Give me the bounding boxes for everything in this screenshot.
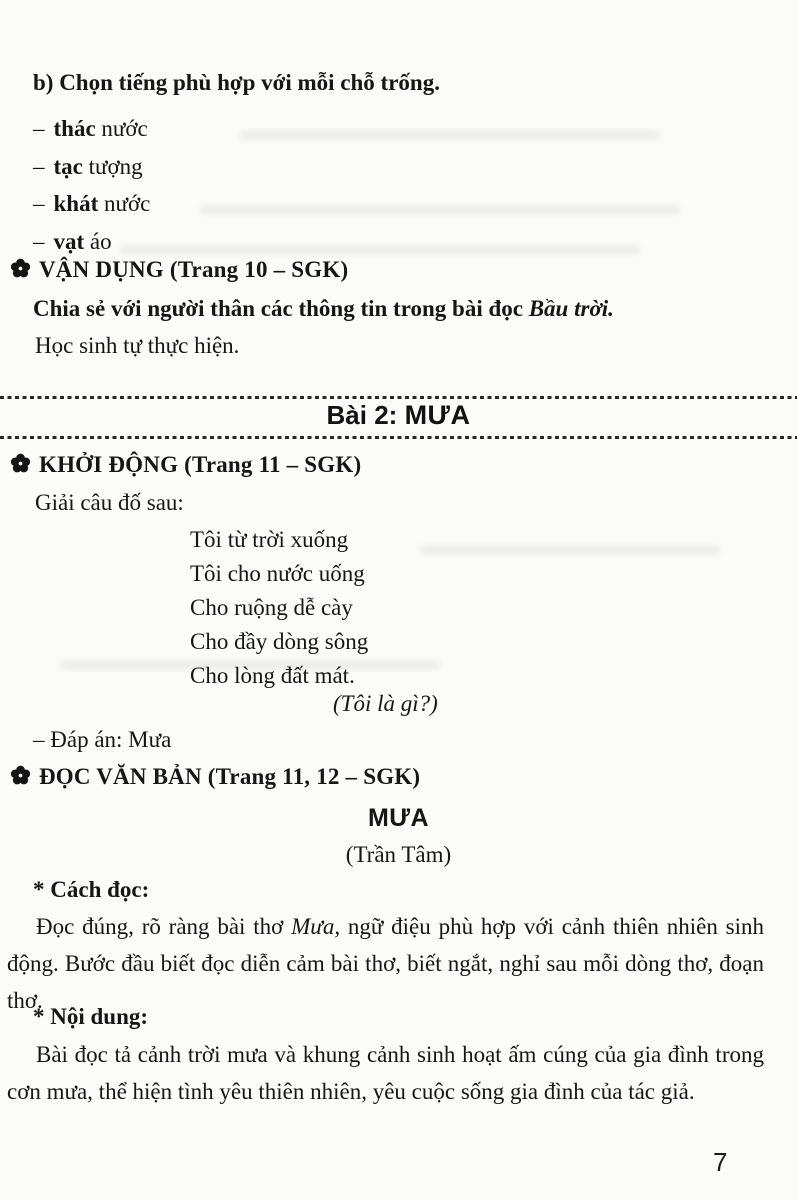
reading-author: (Trần Tâm) — [345, 842, 452, 867]
noi-dung-label: * Nội dung: — [33, 1004, 149, 1029]
van-dung-task — [33, 296, 614, 322]
van-dung-answer: Học sinh tự thực hiện. — [35, 333, 240, 358]
riddle-question: (Tôi là gì?) — [333, 691, 438, 716]
lesson-name: MƯA — [404, 400, 471, 430]
reading-title: MƯA — [367, 804, 430, 832]
list-dash: – — [33, 191, 45, 216]
poem-line: Cho đầy dòng sông — [190, 629, 369, 654]
pair-rest: nước — [98, 191, 151, 216]
lesson-number: Bài 2: — [326, 400, 405, 430]
section-heading-doc-van-ban — [10, 764, 420, 792]
flower-bullet-icon — [10, 765, 31, 792]
poem-line: Tôi từ trời xuống — [190, 527, 349, 552]
poem-line: Tôi cho nước uống — [190, 561, 365, 586]
pair-bold-word: vạt — [53, 228, 85, 254]
task-text: Chia sẻ với người thân các thông tin trong bài đọc — [33, 296, 529, 321]
page-number: 7 — [713, 1147, 728, 1177]
section-heading-label: ĐỌC VĂN BẢN (Trang 11, 12 – SGK) — [39, 764, 421, 789]
pair-bold-word: thác — [53, 116, 96, 141]
list-dash: – — [33, 228, 45, 254]
noi-dung-paragraph: Bài đọc tả cảnh trời mưa và khung cảnh sinh hoạt ấm cúng của gia đình trong cơn mưa, thể hiện tình yêu thiên nhiên, yêu cuộc sống gia đình của tác giả. — [7, 1042, 764, 1104]
poem-line: Cho lòng đất mát. — [190, 663, 355, 688]
scan-bleed-artifact — [240, 130, 660, 140]
scan-bleed-artifact — [420, 545, 720, 555]
scan-bleed-artifact — [120, 245, 640, 255]
paragraph-text-italic: Mưa, — [291, 914, 341, 939]
poem-line: Cho ruộng dễ cày — [190, 595, 353, 620]
banner-divider-top — [0, 396, 797, 399]
scan-bleed-artifact — [60, 660, 440, 670]
section-heading-label: VẬN DỤNG (Trang 10 – SGK) — [39, 257, 349, 282]
paragraph-text: Đọc đúng, rõ ràng bài thơ — [36, 914, 292, 939]
riddle-answer: – Đáp án: Mưa — [33, 727, 172, 752]
list-item — [33, 185, 150, 223]
list-dash: – — [33, 153, 45, 179]
section-heading-label: KHỞI ĐỘNG (Trang 11 – SGK) — [39, 452, 362, 477]
lesson-banner-title — [0, 400, 797, 431]
exercise-b-heading: b) Chọn tiếng phù hợp với mỗi chỗ trống. — [33, 70, 440, 95]
task-text-italic: Bầu trời. — [528, 296, 614, 321]
list-item — [33, 148, 150, 186]
pair-bold-word: khát — [53, 191, 99, 216]
cach-doc-label: * Cách đọc: — [33, 877, 150, 902]
flower-bullet-icon — [10, 453, 31, 480]
pair-rest: tượng — [82, 153, 143, 179]
flower-bullet-icon — [10, 258, 31, 285]
word-pair-list — [33, 110, 150, 260]
riddle-intro: Giải câu đố sau: — [35, 490, 184, 515]
pair-rest: nước — [95, 116, 148, 141]
scan-bleed-artifact — [200, 205, 680, 215]
list-dash: – — [33, 116, 45, 141]
section-heading-khoi-dong — [10, 452, 361, 480]
section-heading-van-dung — [10, 257, 348, 285]
list-item — [33, 110, 150, 148]
banner-divider-bottom — [0, 436, 797, 439]
pair-rest: áo — [84, 228, 112, 254]
pair-bold-word: tạc — [53, 153, 83, 179]
cach-doc-paragraph — [7, 908, 764, 1019]
paragraph-text: ngữ điệu phù hợp với cảnh thiên nhiên sinh động. Bước đầu biết đọc diễn cảm bài thơ, biết ngắt, nghỉ sau mỗi dòng thơ, đoạn thơ. — [7, 914, 764, 1013]
